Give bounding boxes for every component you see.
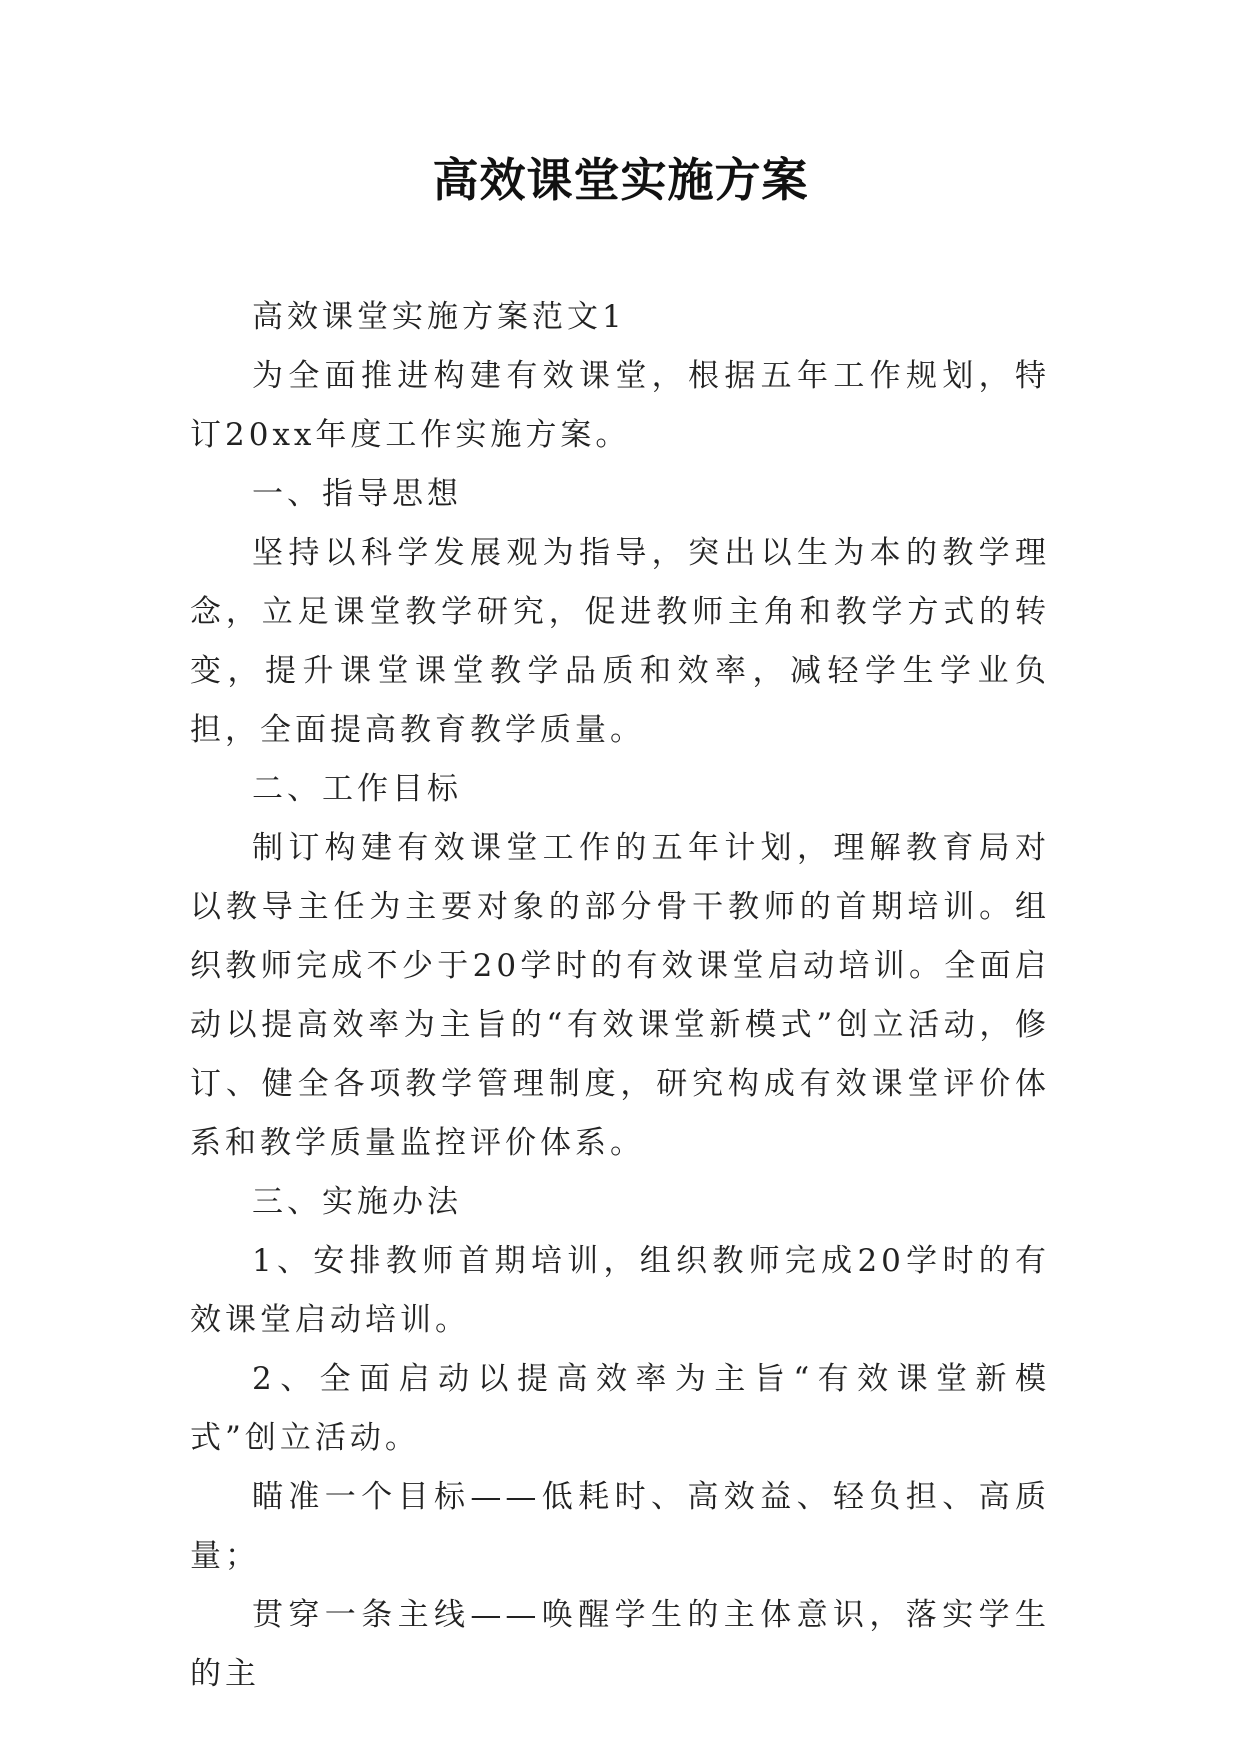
section-heading-guiding-thought: 一、指导思想 — [252, 476, 462, 512]
paragraph-target: 瞄准一个目标——低耗时、高效益、轻负担、高质量； — [190, 1479, 1050, 1574]
document-title: 高效课堂实施方案 — [432, 153, 809, 207]
paragraph-main-line: 贯穿一条主线——唤醒学生的主体意识，落实学生的主 — [190, 1597, 1050, 1692]
paragraph-heading-sample: 高效课堂实施方案范文1 — [252, 299, 626, 335]
document-body — [190, 288, 1050, 1704]
paragraph-guiding-thought: 坚持以科学发展观为指导，突出以生为本的教学理念，立足课堂教学研究，促进教师主角和教学方式的转变，提升课堂课堂教学品质和效率，减轻学生学业负担，全面提高教育教学质量。 — [190, 535, 1050, 748]
section-heading-work-goals: 二、工作目标 — [252, 771, 462, 807]
list-item-2: 2、全面启动以提高效率为主旨“有效课堂新模式”创立活动。 — [190, 1361, 1050, 1456]
paragraph-work-goals: 制订构建有效课堂工作的五年计划，理解教育局对以教导主任为主要对象的部分骨干教师的首期培训。组织教师完成不少于20学时的有效课堂启动培训。全面启动以提高效率为主旨的“有效课堂新模式”创立活动，修订、健全各项教学管理制度，研究构成有效课堂评价体系和教学质量监控评价体系。 — [190, 830, 1050, 1161]
section-heading-implementation: 三、实施办法 — [252, 1184, 462, 1220]
list-item-1: 1、安排教师首期培训，组织教师完成20学时的有效课堂启动培训。 — [190, 1243, 1050, 1338]
paragraph-intro: 为全面推进构建有效课堂，根据五年工作规划，特订20xx年度工作实施方案。 — [190, 358, 1050, 453]
